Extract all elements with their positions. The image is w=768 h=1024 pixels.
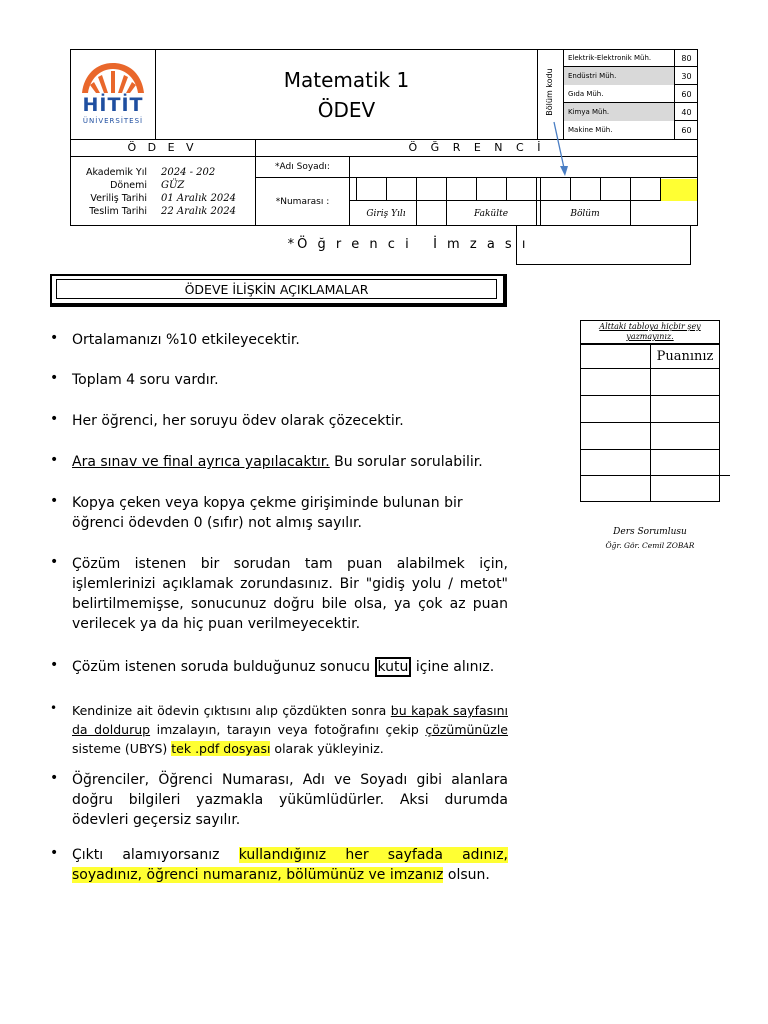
text-fragment: Bu sorular sorulabilir.	[329, 454, 483, 470]
list-item-text	[72, 845, 508, 885]
dept-name: Elektrik-Elektronik Müh.	[568, 54, 652, 62]
teslim-value: 22 Aralık 2024	[161, 206, 236, 217]
dept-code: 30	[674, 67, 698, 85]
highlighted-text: kullandığınız her sayfada adınız, soyadınız, öğrenci numaranız, bölümünüz ve imzanız	[72, 847, 509, 883]
text-fragment: olsun.	[443, 867, 490, 883]
highlighted-text: tek .pdf dosyası	[171, 741, 271, 756]
text-fragment: Çıktı alamıyorsanız	[72, 847, 239, 863]
list-item-text: Kopya çeken veya kopya çekme girişiminde bulunan bir öğrenci ödevden 0 (sıfır) not almış sayılır.	[72, 495, 463, 531]
list-item-text: Toplam 4 soru vardır.	[72, 372, 219, 388]
akademik-yil-label: Akademik Yıl	[85, 167, 147, 178]
text-fragment: Çözüm istenen soruda bulduğunuz sonucu	[72, 659, 375, 675]
list-item-text: Öğrenciler, Öğrenci Numarası, Adı ve Soyadı gibi alanlara doğru bilgileri yazmakla yükümlüdürler. Aksi durumda ödevleri geçersiz sayılır.	[72, 772, 508, 828]
text-fragment: imzalayın, tarayın veya fotoğrafını çekip	[150, 722, 426, 737]
score-header: Puanınız	[656, 348, 714, 364]
ogrenci-section-label: Ö Ğ R E N C İ	[408, 141, 546, 154]
list-item-text	[72, 452, 508, 472]
text-fragment: olarak yükleyiniz.	[270, 741, 384, 756]
giris-yili-label: Giriş Yılı	[366, 208, 406, 219]
akademik-yil-value: 2024 - 202	[161, 167, 216, 178]
underlined-text: bu kapak sayfasını da doldurup	[72, 703, 509, 737]
dept-code: 60	[674, 121, 698, 139]
responsible-title: Ders Sorumlusu	[613, 527, 687, 537]
text-fragment: sisteme (UBYS)	[72, 741, 172, 756]
logo-wordmark: HİTİT	[82, 94, 144, 116]
document-type: ÖDEV	[317, 98, 376, 122]
numarasi-label: *Numarası :	[256, 178, 350, 226]
responsible-name: Öğr. Gör. Cemil ZOBAR	[605, 540, 695, 550]
donemi-value: GÜZ	[161, 180, 185, 191]
fakulte-label: Fakülte	[473, 208, 509, 219]
list-item-text	[72, 657, 508, 677]
underlined-text: Ara sınav ve final ayrıca yapılacaktır.	[72, 454, 330, 470]
dept-name: Gıda Müh.	[568, 90, 604, 98]
text-fragment: içine alınız.	[411, 659, 495, 675]
dept-code: 40	[674, 103, 698, 121]
verilis-value: 01 Aralık 2024	[161, 193, 236, 204]
list-item-text: Ortalamanızı %10 etkileyecektir.	[72, 332, 300, 348]
list-item-text	[72, 701, 508, 758]
dept-name: Makine Müh.	[568, 126, 613, 134]
teslim-label: Teslim Tarihi	[89, 206, 147, 217]
arrow-icon	[540, 120, 580, 180]
highlight-digit-cell	[661, 179, 697, 201]
dept-code: 60	[674, 85, 698, 103]
boxed-word: kutu	[375, 657, 412, 677]
donemi-label: Dönemi	[110, 180, 147, 191]
underlined-text: çözümünüzle	[425, 722, 509, 737]
score-table-note: Alttaki tabloya hiçbir şey yazmayınız.	[580, 320, 720, 344]
course-title: Matematik 1	[283, 68, 410, 92]
signature-label: *Ö ğ r e n c i İ m z a s ı	[287, 236, 529, 252]
bolum-label: Bölüm	[570, 208, 600, 219]
list-item-text: Her öğrenci, her soruyu ödev olarak çözecektir.	[72, 413, 404, 429]
adi-soyadi-label: *Adı Soyadı:	[256, 156, 350, 178]
list-item-text: Çözüm istenen bir sorudan tam puan alabilmek için, işlemlerinizi açıklamak zorundasınız. Bir "gidiş yolu / metot" belirtilmemişse, sonucunuz doğru bile olsa, ya çok az puan verilecek ya da hiç puan verilmeyecektir.	[72, 556, 508, 632]
odev-section-label: Ö D E V	[70, 139, 256, 156]
text-fragment: Kendinize ait ödevin çıktısını alıp çözdükten sonra	[72, 703, 391, 718]
bolum-kodu-label: Bölüm kodu	[545, 68, 554, 116]
dept-code: 80	[674, 49, 698, 67]
dept-name: Endüstri Müh.	[564, 67, 674, 85]
department-list	[564, 49, 698, 139]
signature-field[interactable]	[516, 225, 691, 265]
explanations-title: ÖDEVE İLİŞKİN AÇIKLAMALAR	[56, 279, 497, 299]
score-table	[580, 320, 730, 502]
dept-name: Kimya Müh.	[564, 103, 674, 121]
instruction-list: • Ortalamanızı %10 etkileyecektir. • Toplam 4 soru vardır. • Her öğrenci, her soruyu ödev olarak çözecektir. • Ara sınav ve final ayrıca yapılacaktır. Bu sorular sorulabilir. • Kopya çeken veya kopya çekme girişiminde bulunan bir öğrenci ödevden 0 (sıfır) not almış sayılır. • Çözüm istenen bir sorudan tam puan alabilmek için, işlemlerinizi açıklamak zorundasınız. Bir "gidiş yolu / metot" belirtilmemişse, sonucunuz doğru bile olsa, ya çok az puan verilecek ya da hiç puan verilmeyecektir. • Çözüm istenen soruda bulduğunuz sonucu kutu içine alınız. • Kendinize ait ödevin çıktısını alıp çözdükten sonra bu kapak sayfasını da doldurup imzalayın, tarayın veya fotoğrafını çekip çözümünüzle sisteme (UBYS) tek .pdf dosyası olarak yükleyiniz. • Öğrenciler, Öğrenci Numarası, Adı ve Soyadı gibi alanlara doğru bilgileri yazmakla yükümlüdürler. Aksi durumda ödevleri geçersiz sayılır. • Çıktı alamıyorsanız kullandığınız her sayfada adınız, soyadınız, öğrenci numaranız, bölümünüz ve imzanız olsun.	[50, 330, 509, 883]
logo-subtitle: ÜNİVERSİTESİ	[82, 117, 144, 125]
verilis-label: Veriliş Tarihi	[90, 193, 147, 204]
